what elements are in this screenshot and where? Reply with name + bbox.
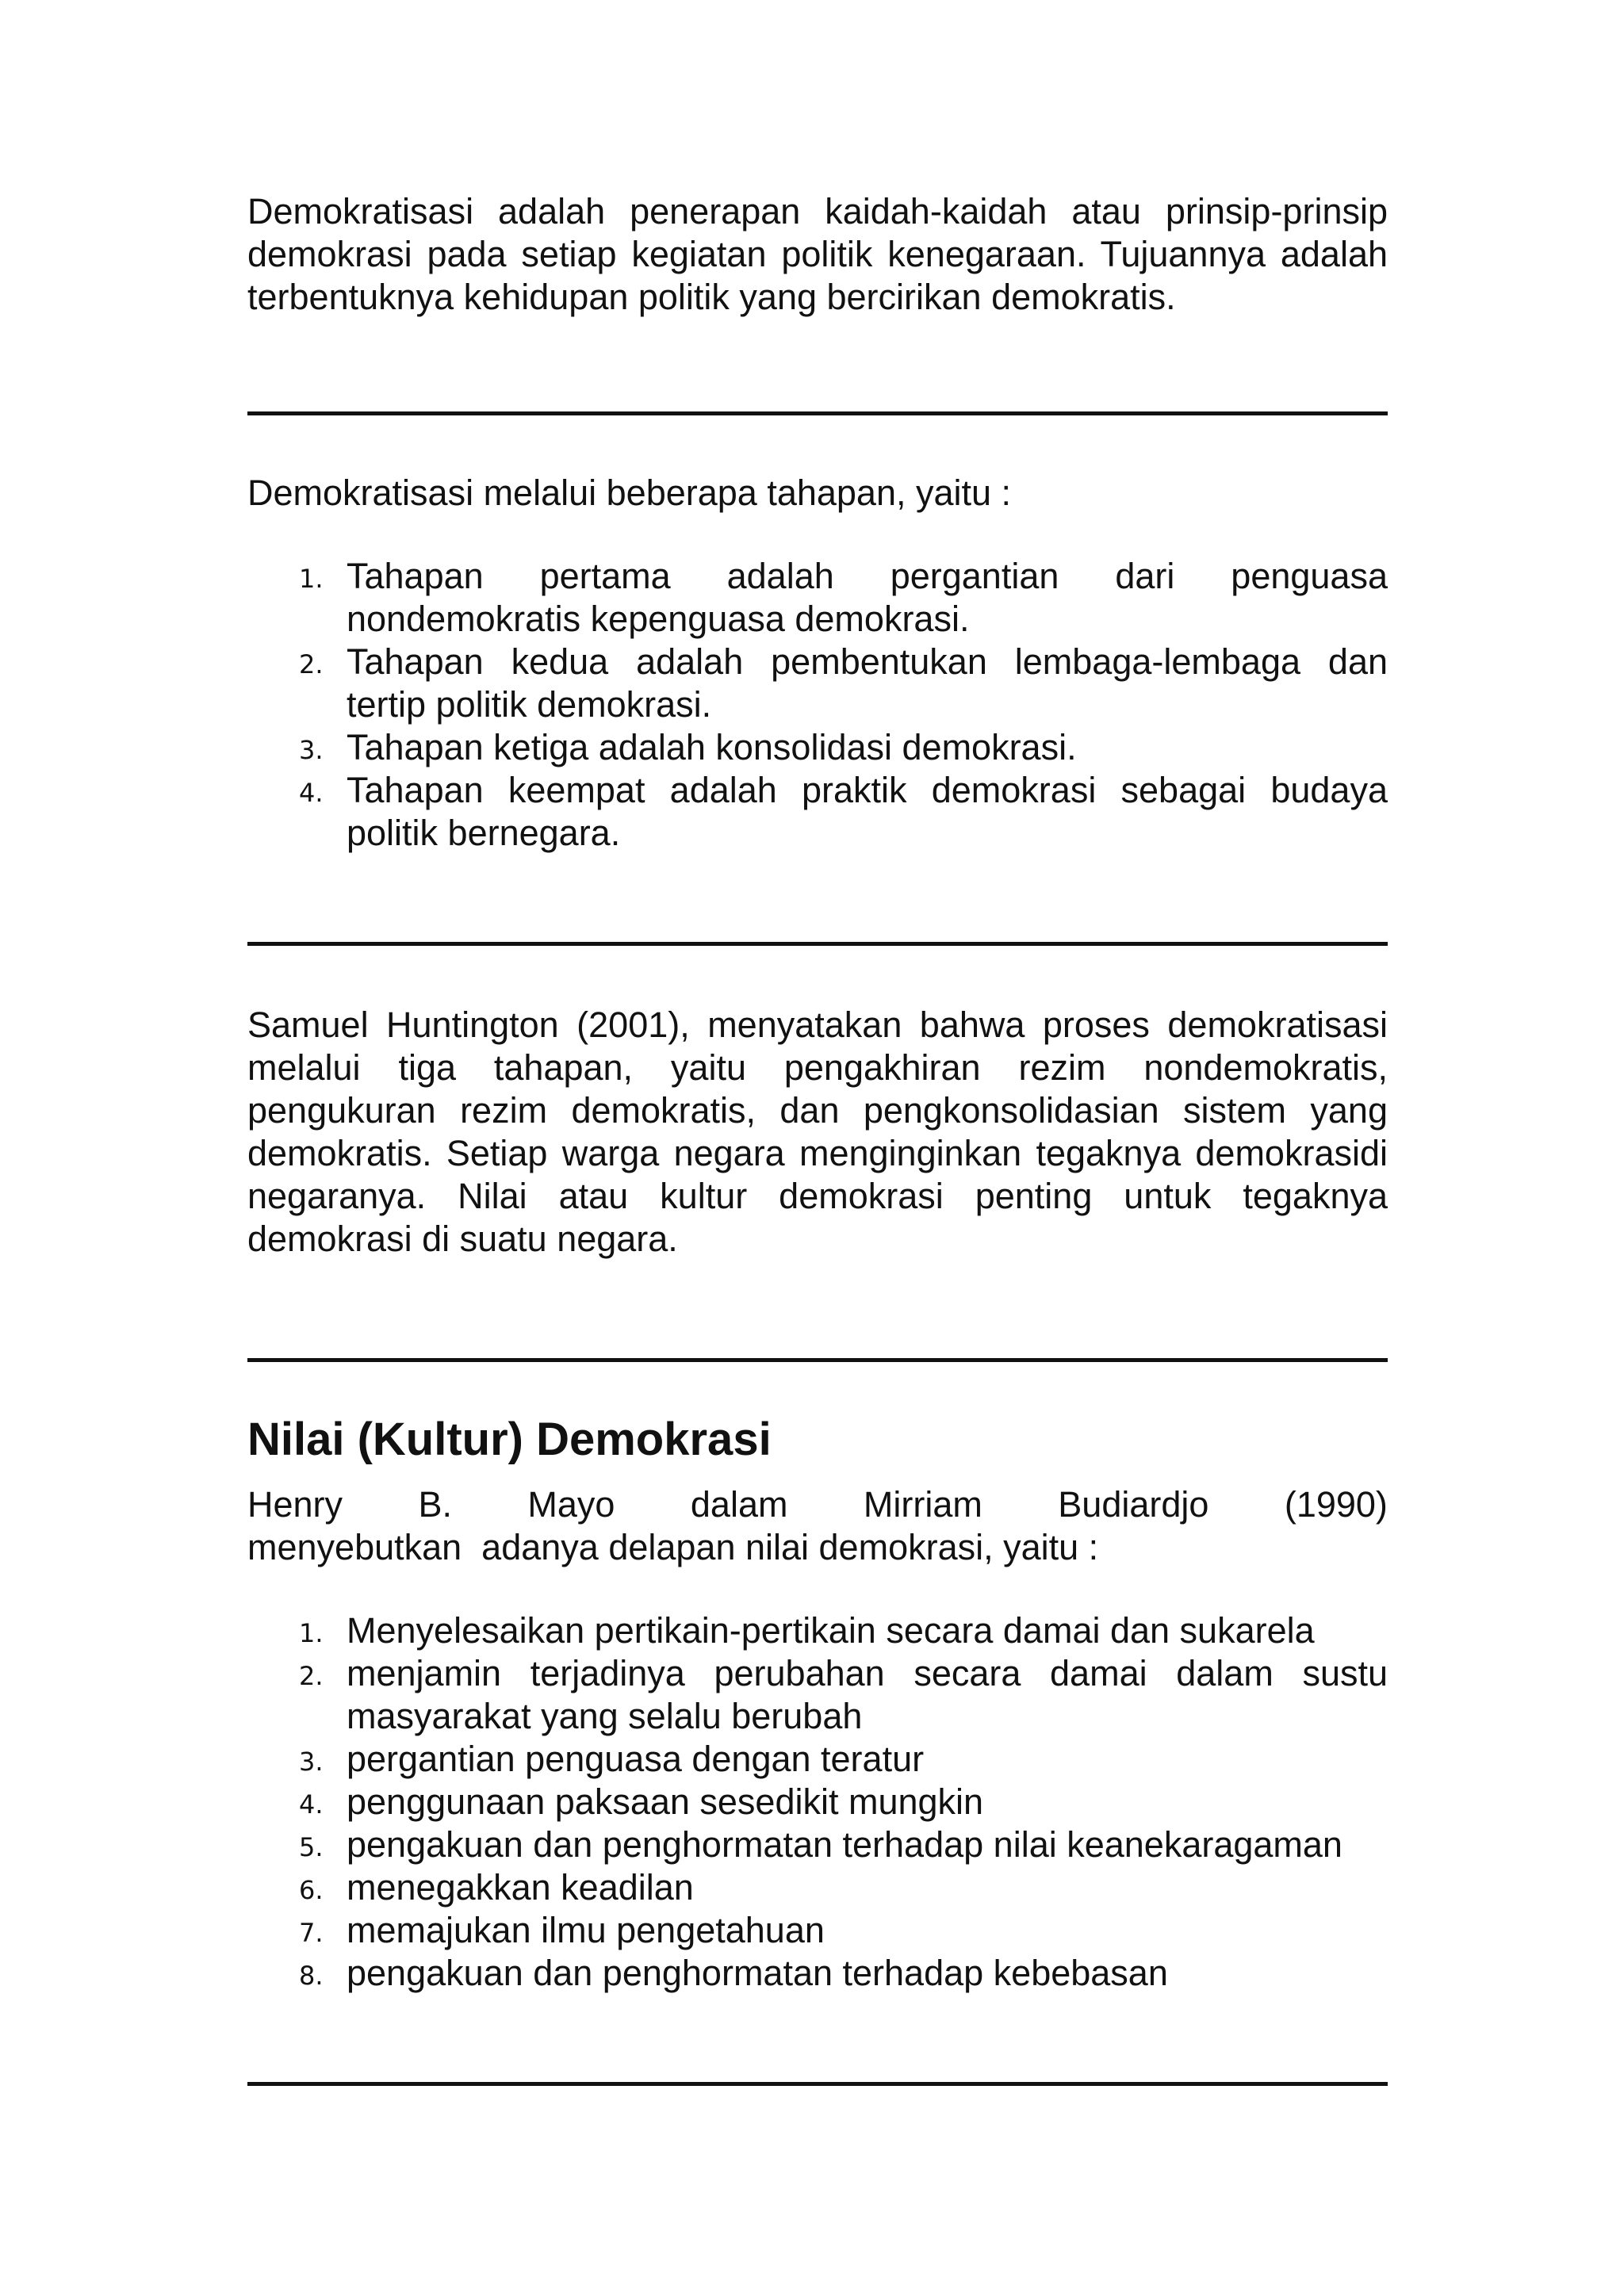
lead-word: dalam — [690, 1484, 788, 1525]
list-item — [299, 769, 1388, 855]
list-item-text: pengakuan dan penghormatan terhadap kebebasan — [347, 1953, 1168, 1993]
list-item-text: penggunaan paksaan sesedikit mungkin — [347, 1781, 984, 1822]
lead-word: Mayo — [527, 1484, 615, 1525]
list-item-text: Tahapan ketiga adalah konsolidasi demokrasi. — [347, 727, 1077, 767]
stages-lead: Demokratisasi melalui beberapa tahapan, yaitu : — [247, 473, 1012, 513]
list-item-text: pergantian penguasa dengan teratur — [347, 1739, 925, 1779]
section-divider-2 — [247, 942, 1388, 946]
lead-word: Mirriam — [863, 1484, 982, 1525]
intro-paragraph: Demokratisasi adalah penerapan kaidah-kaidah atau prinsip-prinsip demokrasi pada setiap kegiatan politik kenegaraan. Tujuannya adalah terbentuknya kehidupan politik yang bercirikan demokratis. — [247, 191, 1388, 317]
huntington-paragraph: Samuel Huntington (2001), menyatakan bahwa proses demokratisasi melalui tiga tahapan, yaitu pengakhiran rezim nondemokratis, pengukuran rezim demokratis, dan pengkonsolidasian sistem yang demokratis. Setiap warga negara menginginkan tegaknya demokrasidi negaranya. Nilai atau kultur demokrasi penting untuk tegaknya demokrasi di suatu negara. — [247, 1004, 1388, 1259]
list-number: 6. — [299, 1875, 324, 1905]
values-list — [247, 1609, 1388, 1995]
list-item — [299, 726, 1388, 769]
list-item — [299, 555, 1388, 641]
list-number: 7. — [299, 1918, 324, 1948]
lead-word: Budiardjo — [1058, 1484, 1209, 1525]
list-item-text: Tahapan pertama adalah pergantian dari penguasa nondemokratis kepenguasa demokrasi. — [347, 556, 1388, 639]
list-item-text: menjamin terjadinya perubahan secara damai dalam sustu masyarakat yang selalu berubah — [347, 1653, 1388, 1736]
section-divider-1 — [247, 411, 1388, 415]
list-number: 3. — [299, 1747, 324, 1777]
list-item-text: memajukan ilmu pengetahuan — [347, 1910, 825, 1950]
list-item-text: Tahapan keempat adalah praktik demokrasi sebagai budaya politik bernegara. — [347, 770, 1388, 853]
lead-word: Henry — [247, 1484, 343, 1525]
list-item — [299, 1738, 1388, 1781]
list-number: 2. — [299, 649, 324, 679]
list-item — [299, 1652, 1388, 1738]
list-item-text: pengakuan dan penghormatan terhadap nilai keanekaragaman — [347, 1824, 1342, 1865]
list-number: 4. — [299, 1789, 324, 1820]
list-number: 4. — [299, 778, 324, 808]
list-item — [299, 1952, 1388, 1995]
list-number: 8. — [299, 1961, 324, 1991]
document-page — [247, 190, 1388, 2086]
list-number: 5. — [299, 1832, 324, 1862]
section-divider-3 — [247, 1358, 1388, 1362]
list-item — [299, 1609, 1388, 1652]
list-item-text: Tahapan kedua adalah pembentukan lembaga-lembaga dan tertip politik demokrasi. — [347, 641, 1388, 725]
list-number: 3. — [299, 735, 324, 765]
list-item — [299, 1909, 1388, 1952]
list-item — [299, 1823, 1388, 1866]
section-heading: Nilai (Kultur) Demokrasi — [247, 1414, 772, 1465]
list-item-text: menegakkan keadilan — [347, 1867, 694, 1908]
list-item — [299, 641, 1388, 726]
list-number: 1. — [299, 564, 324, 594]
values-lead-line-2: menyebutkan adanya delapan nilai demokrasi, yaitu : — [247, 1527, 1099, 1567]
list-number: 2. — [299, 1661, 324, 1691]
section-divider-4 — [247, 2082, 1388, 2086]
stages-list — [247, 555, 1388, 855]
list-item — [299, 1781, 1388, 1823]
values-lead-line-1 — [247, 1483, 1388, 1526]
lead-word: B. — [418, 1484, 452, 1525]
list-number: 1. — [299, 1618, 324, 1648]
list-item — [299, 1866, 1388, 1909]
list-item-text: Menyelesaikan pertikain-pertikain secara damai dan sukarela — [347, 1610, 1315, 1651]
lead-word: (1990) — [1284, 1484, 1388, 1525]
